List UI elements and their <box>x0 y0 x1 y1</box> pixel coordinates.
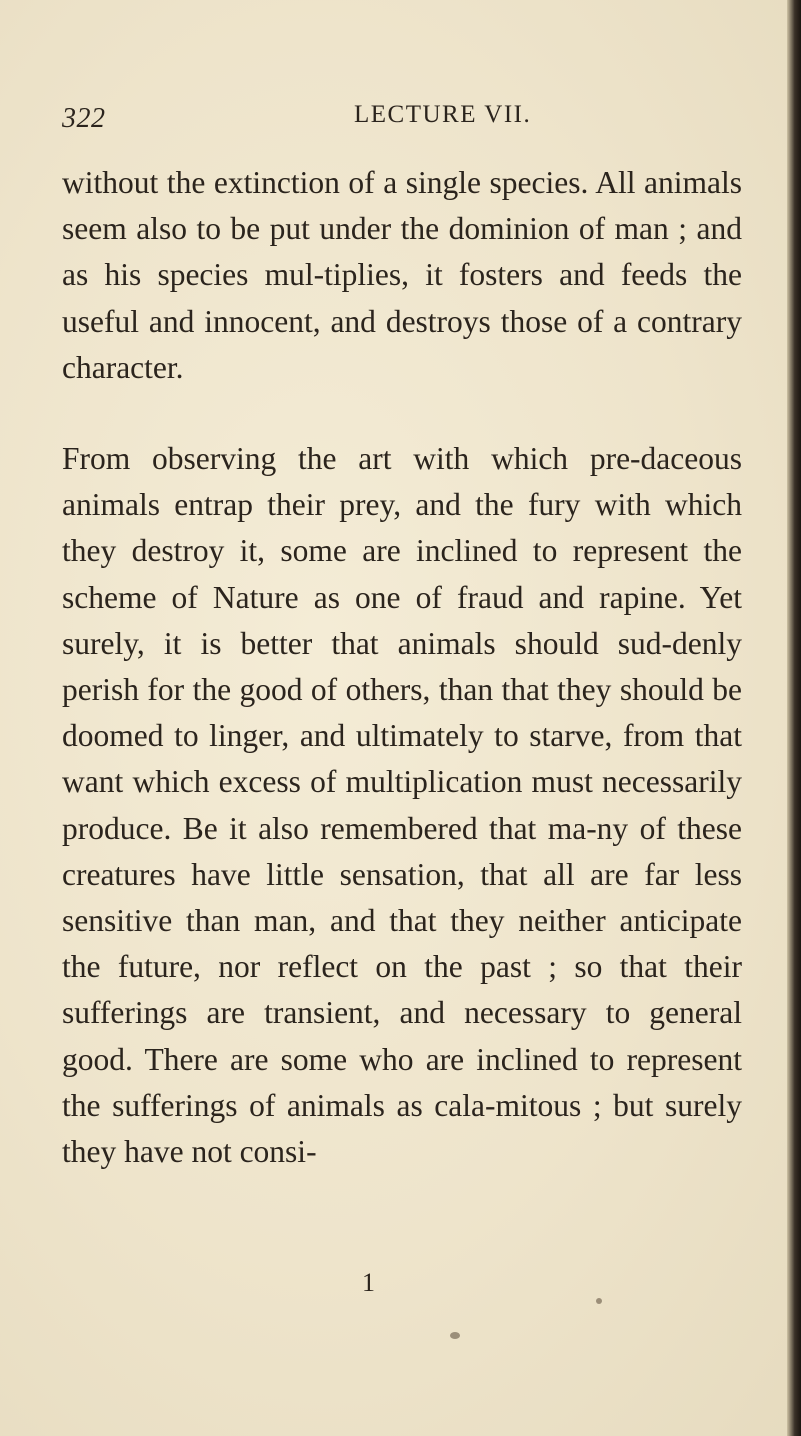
page-number: 322 <box>62 103 106 134</box>
paragraph-1: without the extinction of a single species. All animals seem also to be put under the dominion of man ; and as his species mul-tiplies, it fosters and feeds the useful and innocent, and destroys those of a contrary character. <box>62 165 742 385</box>
body-text <box>62 160 742 1175</box>
running-head: LECTURE VII. <box>354 101 532 128</box>
page-header <box>62 99 582 139</box>
paragraph-2: From observing the art with which pre-daceous animals entrap their prey, and the fury with which they destroy it, some are inclined to represent the scheme of Nature as one of fraud and rapine. Yet surely, it is better that animals should sud-denly perish for the good of others, than that they should be doomed to linger, and ultimately to starve, from that want which excess of multiplication must necessarily produce. Be it also remembered that ma-ny of these creatures have little sensation, that all are far less sensitive than man, and that they neither anticipate the future, nor reflect on the past ; so that their sufferings are transient, and necessary to general good. There are some who are inclined to represent the sufferings of animals as cala-mitous ; but surely they have not consi- <box>62 441 742 1170</box>
ink-blot <box>450 1332 460 1339</box>
ink-blot <box>596 1298 602 1304</box>
catchword: 1 <box>362 1268 375 1297</box>
book-spine-edge <box>787 0 801 1436</box>
